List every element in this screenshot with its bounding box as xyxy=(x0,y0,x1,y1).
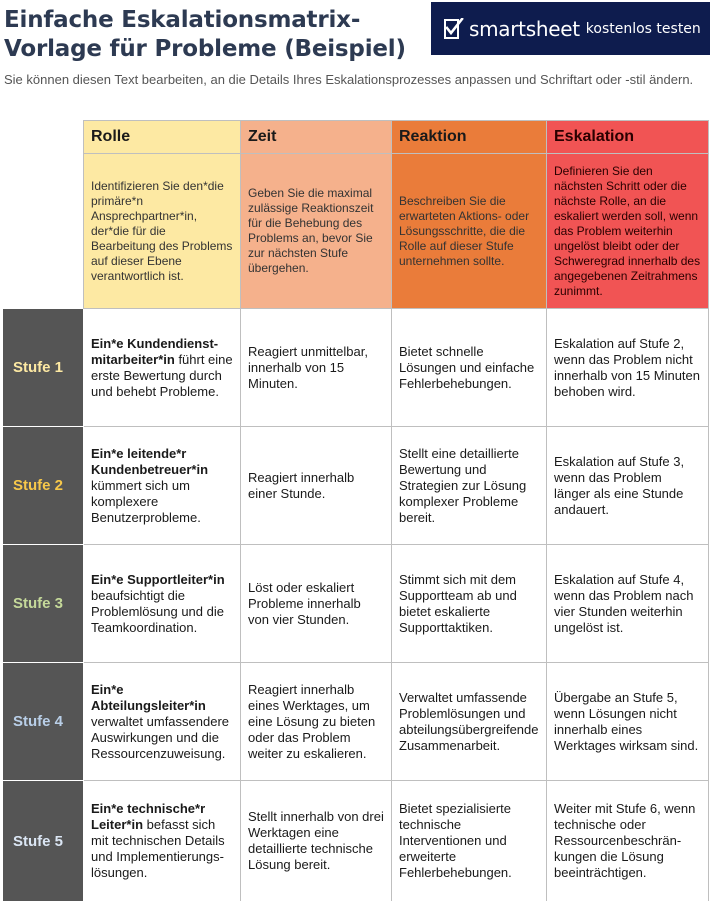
column-description-row xyxy=(3,154,709,309)
level-label-text: Stufe 1 xyxy=(13,359,64,376)
role-title: Ein*e Supportleiter*in xyxy=(91,571,225,587)
level-row xyxy=(3,545,709,663)
level-reaction-cell: Bietet schnelle Lösungen und einfache Fehlerbehebungen. xyxy=(392,309,547,427)
level-row xyxy=(3,781,709,901)
column-description-role: Identifizieren Sie den*die primäre*n Ansprechpartner*in, der*die für die Bearbeitung des Problems auf dieser Ebene verantwortlich ist. xyxy=(84,154,241,309)
column-description-escalation: Definieren Sie den nächsten Schritt oder die nächste Rolle, an die eskaliert werden soll, wenn das Problem weiterhin ungelöst bleibt oder der Schweregrad innerhalb des angegebenen Zeitrahmens zunimmt. xyxy=(547,154,709,309)
level-role-cell xyxy=(84,545,241,663)
level-time-cell: Reagiert unmittelbar, innerhalb von 15 Minuten. xyxy=(241,309,392,427)
level-label-text: Stufe 3 xyxy=(13,595,64,612)
level-role-cell xyxy=(84,309,241,427)
level-escalation-cell: Eskalation auf Stufe 3, wenn das Problem länger als eine Stunde andauert. xyxy=(547,427,709,545)
smartsheet-check-icon xyxy=(444,18,464,40)
level-label-text: Stufe 2 xyxy=(13,477,64,494)
role-text: befasst sich mit technischen Details und Implementierungslösungen. xyxy=(91,817,225,880)
page-subtitle: Sie können diesen Text bearbeiten, an die Details Ihres Eskalationsprozesses anpassen und Schriftart oder -stil ändern. xyxy=(4,72,694,87)
cta-brand-label: smartsheet xyxy=(469,16,580,41)
level-time-cell: Reagiert innerhalb einer Stunde. xyxy=(241,427,392,545)
level-time-cell: Stellt innerhalb von drei Werktagen eine detaillierte technische Lösung bereit. xyxy=(241,781,392,901)
level-reaction-cell: Stimmt sich mit dem Supportteam ab und bietet eskalierte Supporttaktiken. xyxy=(392,545,547,663)
role-title: Ein*e leitende*r Kundenbetreuer*in xyxy=(91,445,209,477)
role-text: beaufsichtigt die Problemlösung und die Teamkoordination. xyxy=(91,587,224,635)
role-title: Ein*e Abteilungsleiter*in xyxy=(91,681,206,713)
matrix-corner xyxy=(3,121,84,309)
level-row xyxy=(3,663,709,781)
column-header-escalation: Eskalation xyxy=(547,121,709,154)
level-row xyxy=(3,309,709,427)
column-header-row xyxy=(3,121,709,154)
level-reaction-cell: Stellt eine detaillierte Bewertung und Strategien zur Lösung komplexer Probleme bereit. xyxy=(392,427,547,545)
level-label xyxy=(3,663,84,781)
smartsheet-cta-button[interactable] xyxy=(431,2,710,55)
escalation-matrix-table xyxy=(2,120,709,901)
page-title-line-2: Vorlage für Probleme (Beispiel) xyxy=(4,36,406,62)
level-reaction-cell: Bietet spezialisierte technische Interventionen und erweiterte Fehlerbehebungen. xyxy=(392,781,547,901)
level-row xyxy=(3,427,709,545)
role-text: verwaltet umfassendere Auswirkungen und die Ressourcenzuweisung. xyxy=(91,713,230,761)
level-time-cell: Reagiert innerhalb eines Werktages, um eine Lösung zu bieten oder das Problem weiter zu eskalieren. xyxy=(241,663,392,781)
role-title: Ein*e technische*r Leiter*in xyxy=(91,801,206,832)
cta-action-label: kostenlos testen xyxy=(585,20,701,37)
level-label xyxy=(3,427,84,545)
page-title xyxy=(4,6,414,64)
level-escalation-cell: Weiter mit Stufe 6, wenn technische oder Ressourcenbeschränkungen die Lösung beeinträchtigen. xyxy=(547,781,709,901)
level-label-text: Stufe 4 xyxy=(13,713,64,730)
level-escalation-cell: Eskalation auf Stufe 4, wenn das Problem nach vier Stunden weiterhin ungelöst ist. xyxy=(547,545,709,663)
column-header-reaction: Reaktion xyxy=(392,121,547,154)
role-text: kümmert sich um komplexere Benutzerprobleme. xyxy=(91,477,201,525)
page-title-line-1: Einfache Eskalationsmatrix- xyxy=(4,7,361,33)
level-label-text: Stufe 5 xyxy=(13,832,64,850)
level-label xyxy=(3,781,84,901)
level-escalation-cell: Eskalation auf Stufe 2, wenn das Problem nicht innerhalb von 15 Minuten behoben wird. xyxy=(547,309,709,427)
column-description-time: Geben Sie die maximal zulässige Reaktionszeit für die Behebung des Problems an, bevor Sie zur nächsten Stufe übergehen. xyxy=(241,154,392,309)
level-label xyxy=(3,309,84,427)
level-role-cell xyxy=(84,663,241,781)
level-reaction-cell: Verwaltet umfassende Problemlösungen und abteilungsübergreifende Zusammenarbeit. xyxy=(392,663,547,781)
column-header-role: Rolle xyxy=(84,121,241,154)
level-label xyxy=(3,545,84,663)
role-title: Ein*e Kundendienstmitarbeiter*in xyxy=(91,335,219,367)
column-description-reaction: Beschreiben Sie die erwarteten Aktions- oder Lösungsschritte, die die Rolle auf dieser Stufe unternehmen sollte. xyxy=(392,154,547,309)
level-role-cell xyxy=(84,781,241,901)
level-time-cell: Löst oder eskaliert Probleme innerhalb von vier Stunden. xyxy=(241,545,392,663)
role-text: führt eine erste Bewertung durch und behebt Probleme. xyxy=(91,351,233,399)
level-escalation-cell: Übergabe an Stufe 5, wenn Lösungen nicht innerhalb eines Werktages wirksam sind. xyxy=(547,663,709,781)
column-header-time: Zeit xyxy=(241,121,392,154)
level-role-cell xyxy=(84,427,241,545)
